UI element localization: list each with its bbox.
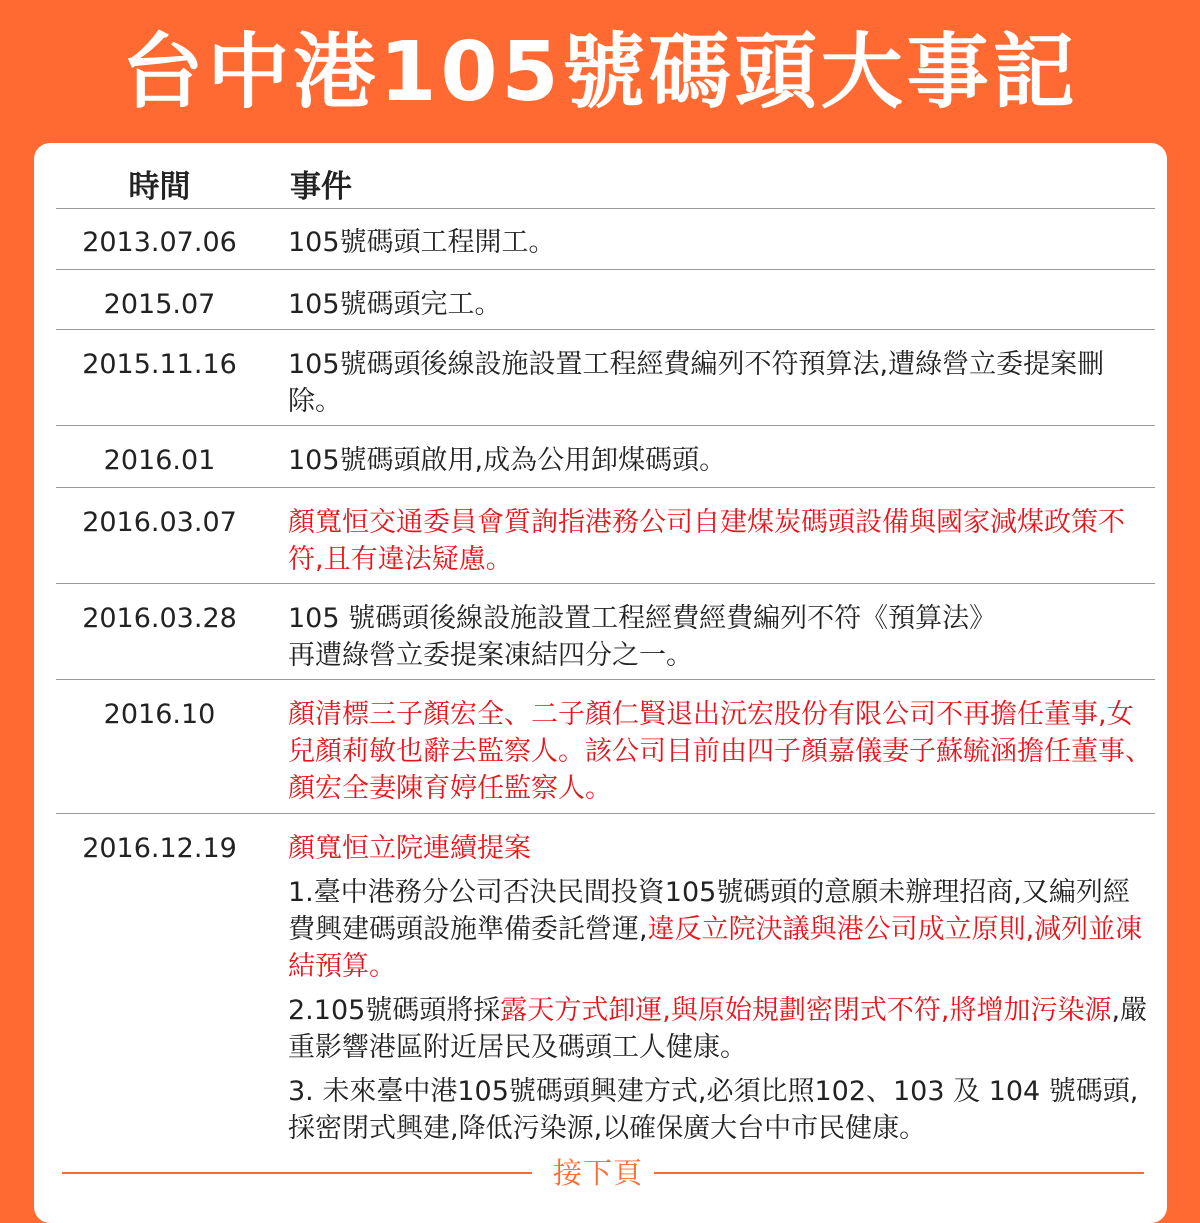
- row-date: 2013.07.06: [82, 227, 237, 258]
- table-row: [56, 488, 1155, 584]
- table-row: [56, 426, 1155, 488]
- row-event: [288, 442, 1153, 479]
- event-text: 顏寬恒交通委員會質詢指港務公司自建煤炭碼頭設備與國家減煤政策不符,且有違法疑慮。: [288, 507, 1125, 575]
- row-date: 2016.03.28: [82, 603, 237, 634]
- header-event: 事件: [290, 169, 352, 205]
- table-row: [56, 584, 1155, 680]
- event-text-highlight: 露天方式卸運,與原始規劃密閉式不符,將增加污染源: [500, 995, 1112, 1026]
- row-date: 2016.12.19: [82, 833, 237, 864]
- table-row: [56, 270, 1155, 330]
- event-text: 1.臺中港務分公司否決民間投資105號碼頭的意願未辦理招商,又編列經費興建碼頭設施準備委託營運,: [288, 877, 1130, 945]
- table-row: [56, 330, 1155, 426]
- row-date: 2016.03.07: [82, 507, 237, 538]
- event-text: 105號碼頭完工。: [288, 289, 502, 320]
- event-text: 105 號碼頭後線設施設置工程經費經費編列不符《預算法》: [288, 603, 997, 634]
- row-event: [288, 600, 1153, 674]
- row-event: [288, 346, 1153, 420]
- next-page-label[interactable]: 接下頁: [553, 1156, 644, 1190]
- footer-divider-right: [654, 1172, 1144, 1174]
- event-text: 105號碼頭工程開工。: [288, 227, 556, 258]
- table-row: [56, 814, 1155, 1154]
- row-date: 2016.01: [103, 445, 216, 476]
- event-text: 2.105號碼頭將採: [288, 995, 501, 1026]
- row-event: [288, 224, 1153, 261]
- event-text: 再遭綠營立委提案凍結四分之一。: [288, 640, 693, 671]
- row-date: 2015.11.16: [82, 349, 237, 380]
- footer-next-page: [62, 1153, 1144, 1193]
- event-paragraph-2: [288, 992, 1153, 1066]
- event-paragraph-1: [288, 874, 1153, 985]
- event-paragraph-3: [288, 1073, 1153, 1147]
- footer-divider-left: [62, 1172, 532, 1174]
- event-text-highlight: 違反立院決議與港公司成立原則,減列並凍結預算。: [288, 914, 1143, 982]
- row-event: [288, 696, 1153, 807]
- event-text: 顏清標三子顏宏全、二子顏仁賢退出沅宏股份有限公司不再擔任董事,女兒顏莉敏也辭去監察人。該公司目前由四子顏嘉儀妻子蘇毓涵擔任董事、顏宏全妻陳育婷任監察人。: [288, 699, 1152, 804]
- event-text: 105號碼頭啟用,成為公用卸煤碼頭。: [288, 445, 727, 476]
- event-text: ,嚴重影響港區附近居民及碼頭工人健康。: [288, 995, 1148, 1063]
- table-header: [56, 161, 1155, 209]
- row-date: 2015.07: [103, 289, 216, 320]
- header-time: 時間: [128, 169, 191, 205]
- timeline-card: [34, 143, 1167, 1223]
- row-event: [288, 286, 1153, 323]
- row-date: 2016.10: [103, 699, 216, 730]
- row-event: [288, 504, 1153, 578]
- row-event: [288, 830, 1153, 1147]
- event-title: 顏寬恒立院連續提案: [288, 833, 531, 864]
- page-title: 台中港105號碼頭大事記: [121, 25, 1079, 120]
- table-row: [56, 208, 1155, 270]
- event-text: 105號碼頭後線設施設置工程經費編列不符預算法,遭綠營立委提案刪除。: [288, 349, 1105, 417]
- table-row: [56, 680, 1155, 814]
- event-text: 3. 未來臺中港105號碼頭興建方式,必須比照102、103 及 104 號碼頭,採密閉式興建,降低污染源,以確保廣大台中市民健康。: [288, 1076, 1139, 1144]
